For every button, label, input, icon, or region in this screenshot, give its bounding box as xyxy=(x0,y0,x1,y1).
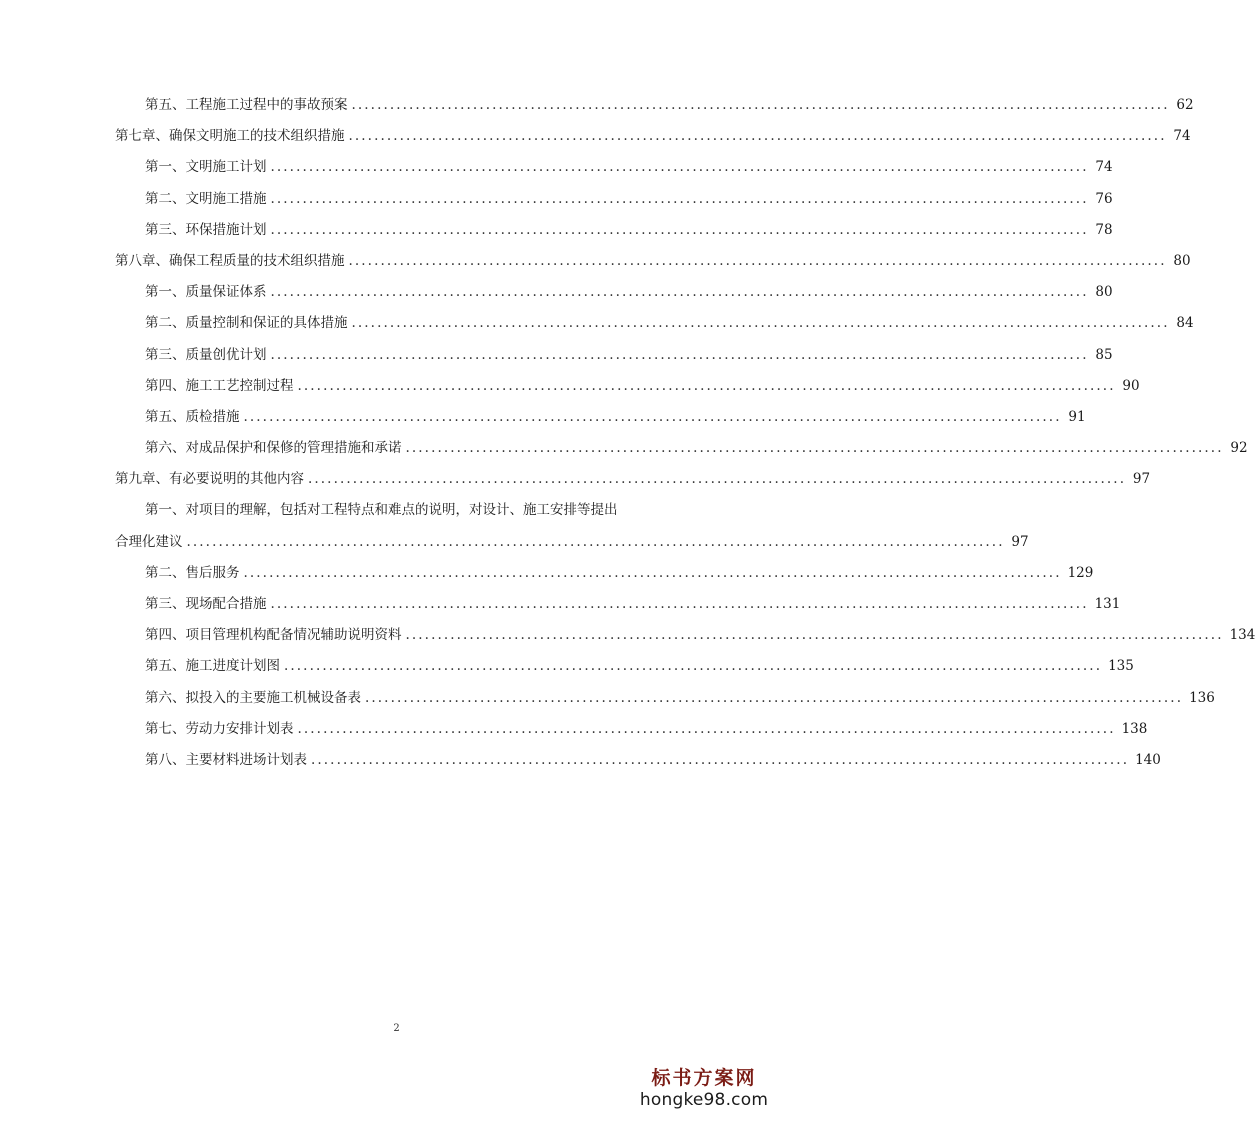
toc-dot-leader: ................................................................................................................................ xyxy=(308,471,1127,488)
toc-entry[interactable] xyxy=(115,745,1161,776)
toc-entry-page: 129 xyxy=(1067,564,1094,581)
toc-dot-leader: ................................................................................................................................ xyxy=(348,252,1167,269)
toc-entry-title: 第二、质量控制和保证的具体措施 xyxy=(145,315,348,332)
toc-dot-leader: ................................................................................................................................ xyxy=(405,440,1224,457)
toc-dot-leader: ................................................................................................................................ xyxy=(243,564,1062,581)
toc-entry-title: 第一、对项目的理解，包括对工程特点和难点的说明，对设计、施工安排等提出 xyxy=(145,502,618,519)
toc-entry-page: 135 xyxy=(1108,658,1134,675)
toc-entry[interactable] xyxy=(115,121,1191,152)
toc-dot-leader: ................................................................................................................................ xyxy=(186,533,1005,550)
toc-entry-title: 第三、环保措施计划 xyxy=(145,221,267,238)
watermark-url-text: hongke98.com xyxy=(639,1090,769,1110)
toc-entry-page: 62 xyxy=(1176,97,1194,113)
toc-entry[interactable] xyxy=(115,90,1194,121)
toc-entry-title: 第七、劳动力安排计划表 xyxy=(145,720,294,737)
toc-entry[interactable] xyxy=(115,308,1194,339)
toc-dot-leader: ................................................................................................................................ xyxy=(270,221,1089,238)
toc-entry[interactable] xyxy=(115,495,700,526)
toc-entry-title: 第六、拟投入的主要施工机械设备表 xyxy=(145,689,361,706)
toc-entry-page: 80 xyxy=(1095,284,1113,301)
toc-entry-title: 第五、质检措施 xyxy=(145,408,240,425)
toc-entry-title: 第九章、有必要说明的其他内容 xyxy=(115,471,304,488)
toc-entry-page: 91 xyxy=(1068,408,1086,425)
toc-entry-page: 97 xyxy=(1011,533,1029,550)
toc-entry-page: 74 xyxy=(1095,159,1113,176)
toc-entry[interactable] xyxy=(115,527,1029,558)
toc-entry[interactable] xyxy=(115,589,1121,620)
toc-dot-leader: ................................................................................................................................ xyxy=(270,190,1089,207)
toc-entry[interactable] xyxy=(115,340,1113,371)
toc-entry-title: 第二、文明施工措施 xyxy=(145,190,267,207)
toc-entry-page: 84 xyxy=(1176,315,1194,332)
toc-entry-page: 80 xyxy=(1173,252,1191,269)
toc-entry[interactable] xyxy=(115,558,1094,589)
toc-entry[interactable] xyxy=(115,464,1151,495)
toc-entry-page: 85 xyxy=(1095,346,1113,363)
toc-entry-title: 第四、项目管理机构配备情况辅助说明资料 xyxy=(145,627,402,644)
toc-dot-leader: ................................................................................................................................ xyxy=(284,658,1103,675)
toc-entry-page: 76 xyxy=(1095,190,1113,207)
toc-entry[interactable] xyxy=(115,184,1113,215)
toc-entry-title: 第五、工程施工过程中的事故预案 xyxy=(145,97,348,113)
toc-entry-title: 第八章、确保工程质量的技术组织措施 xyxy=(115,252,345,269)
toc-entry-title: 第七章、确保文明施工的技术组织措施 xyxy=(115,128,345,145)
toc-entry-page: 74 xyxy=(1173,128,1191,145)
toc-entry-title: 第八、主要材料进场计划表 xyxy=(145,751,307,768)
toc-entry-page: 134 xyxy=(1229,627,1255,644)
toc-entry[interactable] xyxy=(115,152,1113,183)
watermark-logo xyxy=(629,1066,779,1110)
toc-dot-leader: ................................................................................................................................ xyxy=(351,315,1170,332)
toc-entry-page: 78 xyxy=(1095,221,1113,238)
toc-entry-page: 136 xyxy=(1189,689,1215,706)
toc-entry[interactable] xyxy=(115,371,1140,402)
toc-entry[interactable] xyxy=(115,714,1148,745)
toc-dot-leader: ................................................................................................................................ xyxy=(270,596,1089,612)
toc-entry-page: 131 xyxy=(1094,596,1121,612)
toc-entry[interactable] xyxy=(115,402,1086,433)
toc-entry-title: 第四、施工工艺控制过程 xyxy=(145,377,294,394)
toc-dot-leader: ................................................................................................................................ xyxy=(297,377,1116,394)
toc-dot-leader: ................................................................................................................................ xyxy=(351,97,1170,113)
toc-entry-title: 合理化建议 xyxy=(115,533,183,550)
toc-entry[interactable] xyxy=(115,215,1113,246)
toc-entry-page: 92 xyxy=(1230,440,1248,457)
toc-entry-page: 97 xyxy=(1132,471,1151,488)
toc-entry-title: 第三、现场配合措施 xyxy=(145,596,267,612)
toc-entry-page: 140 xyxy=(1135,751,1161,768)
toc-entry[interactable] xyxy=(115,620,1255,651)
toc-entry[interactable] xyxy=(115,433,1248,464)
toc-entry-page: 90 xyxy=(1122,377,1140,394)
toc-dot-leader: ................................................................................................................................ xyxy=(270,346,1089,363)
toc-dot-leader: ................................................................................................................................ xyxy=(270,159,1089,176)
toc-entry-title: 第一、质量保证体系 xyxy=(145,284,267,301)
toc-dot-leader: ................................................................................................................................ xyxy=(297,720,1116,737)
toc-entry[interactable] xyxy=(115,277,1113,308)
toc-entry-title: 第三、质量创优计划 xyxy=(145,346,267,363)
page-number: 2 xyxy=(393,1023,400,1034)
toc-dot-leader: ................................................................................................................................ xyxy=(243,408,1062,425)
toc-entry-page: 138 xyxy=(1121,720,1148,737)
toc-entry-title: 第六、对成品保护和保修的管理措施和承诺 xyxy=(145,440,402,457)
toc-dot-leader: ................................................................................................................................ xyxy=(311,751,1130,768)
toc-entry-title: 第一、文明施工计划 xyxy=(145,159,267,176)
toc-dot-leader: ................................................................................................................................ xyxy=(405,627,1224,644)
toc-dot-leader: ................................................................................................................................ xyxy=(365,689,1184,706)
toc-dot-leader: ................................................................................................................................ xyxy=(348,128,1167,145)
toc-entry[interactable] xyxy=(115,651,1134,682)
toc-entry[interactable] xyxy=(115,246,1191,277)
toc-dot-leader: ................................................................................................................................ xyxy=(270,284,1089,301)
toc-entry[interactable] xyxy=(115,683,1215,714)
table-of-contents xyxy=(115,90,1255,776)
watermark-chinese-text: 标书方案网 xyxy=(651,1067,757,1089)
toc-entry-title: 第五、施工进度计划图 xyxy=(145,658,280,675)
toc-entry-title: 第二、售后服务 xyxy=(145,564,240,581)
